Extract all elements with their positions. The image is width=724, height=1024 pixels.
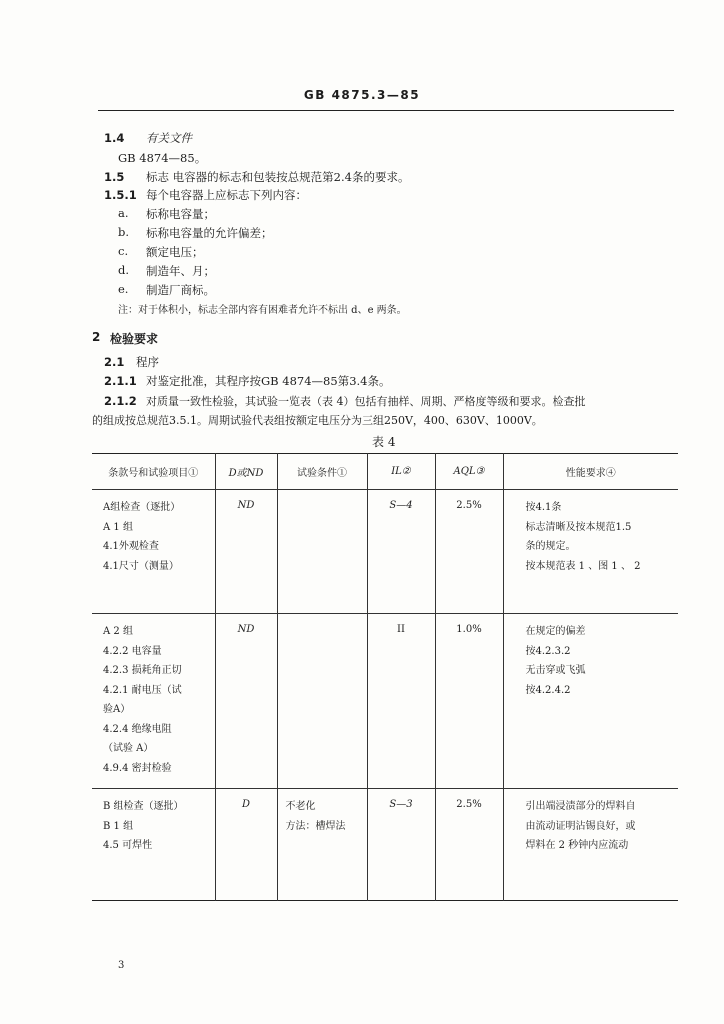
section-2-title: 检验要求 — [110, 332, 159, 346]
requirement-line: 标志清晰及按本规范1.5 — [525, 521, 632, 533]
test-item: B 组检查（逐批） — [103, 801, 184, 812]
clause-2-1-1-number: 2.1.1 — [104, 374, 137, 388]
table-caption: 表 4 — [372, 435, 396, 449]
list-item-mark: d. — [118, 263, 130, 277]
test-item: B 1 组 — [103, 820, 134, 832]
clause-1-5-1-note: 注：对于体积小，标志全部内容有困难者允许不标出 d、e 两条。 — [118, 305, 407, 316]
list-item-mark: b. — [118, 225, 130, 239]
test-item: （试验 A） — [103, 743, 154, 754]
table-header-row — [92, 454, 678, 490]
test-item: 4.2.1 耐电压（试 — [103, 684, 182, 696]
clause-1-4-title: 有关文件 — [146, 131, 192, 145]
column-header: IL② — [367, 454, 435, 490]
clause-2-1-2-line2: 的组成按总规范3.5.1。周期试验代表组按额定电压分为三组250V，400、630V、1000V。 — [92, 414, 543, 427]
clause-1-4-number: 1.4 — [104, 131, 125, 145]
clause-2-1-2-number: 2.1.2 — [104, 394, 137, 408]
test-item: 4.2.3 损耗角正切 — [103, 665, 182, 676]
clause-1-5-1-number: 1.5.1 — [104, 188, 137, 202]
clause-1-5-number: 1.5 — [104, 170, 125, 184]
test-item: 4.5 可焊性 — [103, 840, 153, 851]
column-header: 条款号和试验项目① — [92, 454, 215, 490]
test-item: 4.2.2 电容量 — [103, 645, 162, 657]
test-item: 4.1尺寸（测量） — [103, 560, 179, 572]
requirement-line: 在规定的偏差 — [525, 626, 586, 637]
clause-2-1-2-line1: 对质量一致性检验，其试验一览表（表 4）包括有抽样、周期、严格度等级和要求。检查批 — [146, 395, 586, 408]
column-header: 试验条件① — [277, 454, 367, 490]
list-item-text: 标称电容量； — [146, 207, 215, 221]
test-condition-cell — [277, 789, 367, 901]
il-cell: S—3 — [367, 789, 435, 901]
requirement-line: 按4.2.4.2 — [525, 684, 571, 696]
list-item-text: 制造年、月； — [146, 264, 215, 278]
table-row — [92, 490, 678, 614]
table-row — [92, 614, 678, 789]
test-item: 4.2.4 绝缘电阻 — [103, 723, 172, 735]
list-item-text: 额定电压； — [146, 245, 204, 259]
requirement-line: 按本规范表 1 、图 1 、 2 — [525, 560, 641, 572]
test-condition-cell — [277, 490, 367, 614]
test-items-cell — [92, 614, 215, 789]
list-item-text: 制造厂商标。 — [146, 283, 215, 297]
requirement-line: 焊料在 2 秒钟内应流动 — [525, 840, 629, 851]
test-items-cell — [92, 789, 215, 901]
requirement-line: 引出端浸渍部分的焊料自 — [525, 801, 636, 812]
requirement-cell — [503, 614, 678, 789]
test-condition-line: 方法：槽焊法 — [285, 820, 346, 832]
d-nd-cell: ND — [215, 614, 277, 789]
list-item-text: 标称电容量的允许偏差； — [146, 226, 273, 240]
column-header: AQL③ — [435, 454, 503, 490]
requirement-line: 按4.2.3.2 — [525, 645, 571, 657]
clause-1-4-reference: GB 4874—85。 — [118, 151, 207, 165]
column-header: D或ND — [215, 454, 277, 490]
test-item: 4.9.4 密封检验 — [103, 762, 172, 774]
test-item: 4.1外观检查 — [103, 541, 159, 552]
d-nd-cell: D — [215, 789, 277, 901]
list-item-mark: e. — [118, 282, 129, 296]
page-number: 3 — [118, 960, 125, 971]
inspection-table — [92, 453, 678, 901]
test-item: A 1 组 — [103, 521, 133, 533]
clause-2-1-number: 2.1 — [104, 355, 125, 369]
il-cell: II — [367, 614, 435, 789]
list-item-mark: c. — [118, 244, 129, 258]
requirement-cell — [503, 789, 678, 901]
requirement-line: 由流动证明沾锡良好，或 — [525, 820, 636, 832]
requirement-line: 按4.1条 — [525, 502, 562, 513]
header-rule — [98, 110, 674, 111]
document-header: GB 4875.3—85 — [303, 88, 421, 102]
test-item: A 2 组 — [103, 626, 133, 637]
requirement-line: 条的规定。 — [525, 541, 576, 552]
clause-1-5-1-text: 每个电容器上应标志下列内容： — [146, 188, 307, 202]
clause-2-1-1-text: 对鉴定批准，其程序按GB 4874—85第3.4条。 — [146, 374, 391, 388]
d-nd-cell: ND — [215, 490, 277, 614]
test-item: A组检查（逐批） — [103, 502, 181, 513]
aql-cell: 2.5% — [435, 789, 503, 901]
table-row — [92, 789, 678, 901]
requirement-line: 无击穿或飞弧 — [525, 665, 586, 676]
section-2-number: 2 — [92, 330, 101, 344]
test-item: 验A） — [103, 704, 131, 715]
requirement-cell — [503, 490, 678, 614]
il-cell: S—4 — [367, 490, 435, 614]
clause-2-1-title: 程序 — [136, 355, 159, 369]
aql-cell: 2.5% — [435, 490, 503, 614]
list-item-mark: a. — [118, 206, 129, 220]
column-header: 性能要求④ — [503, 454, 678, 490]
test-condition-cell — [277, 614, 367, 789]
test-items-cell — [92, 490, 215, 614]
test-condition-line: 不老化 — [285, 801, 316, 812]
aql-cell: 1.0% — [435, 614, 503, 789]
clause-1-5-text: 标志 电容器的标志和包装按总规范第2.4条的要求。 — [146, 170, 410, 184]
